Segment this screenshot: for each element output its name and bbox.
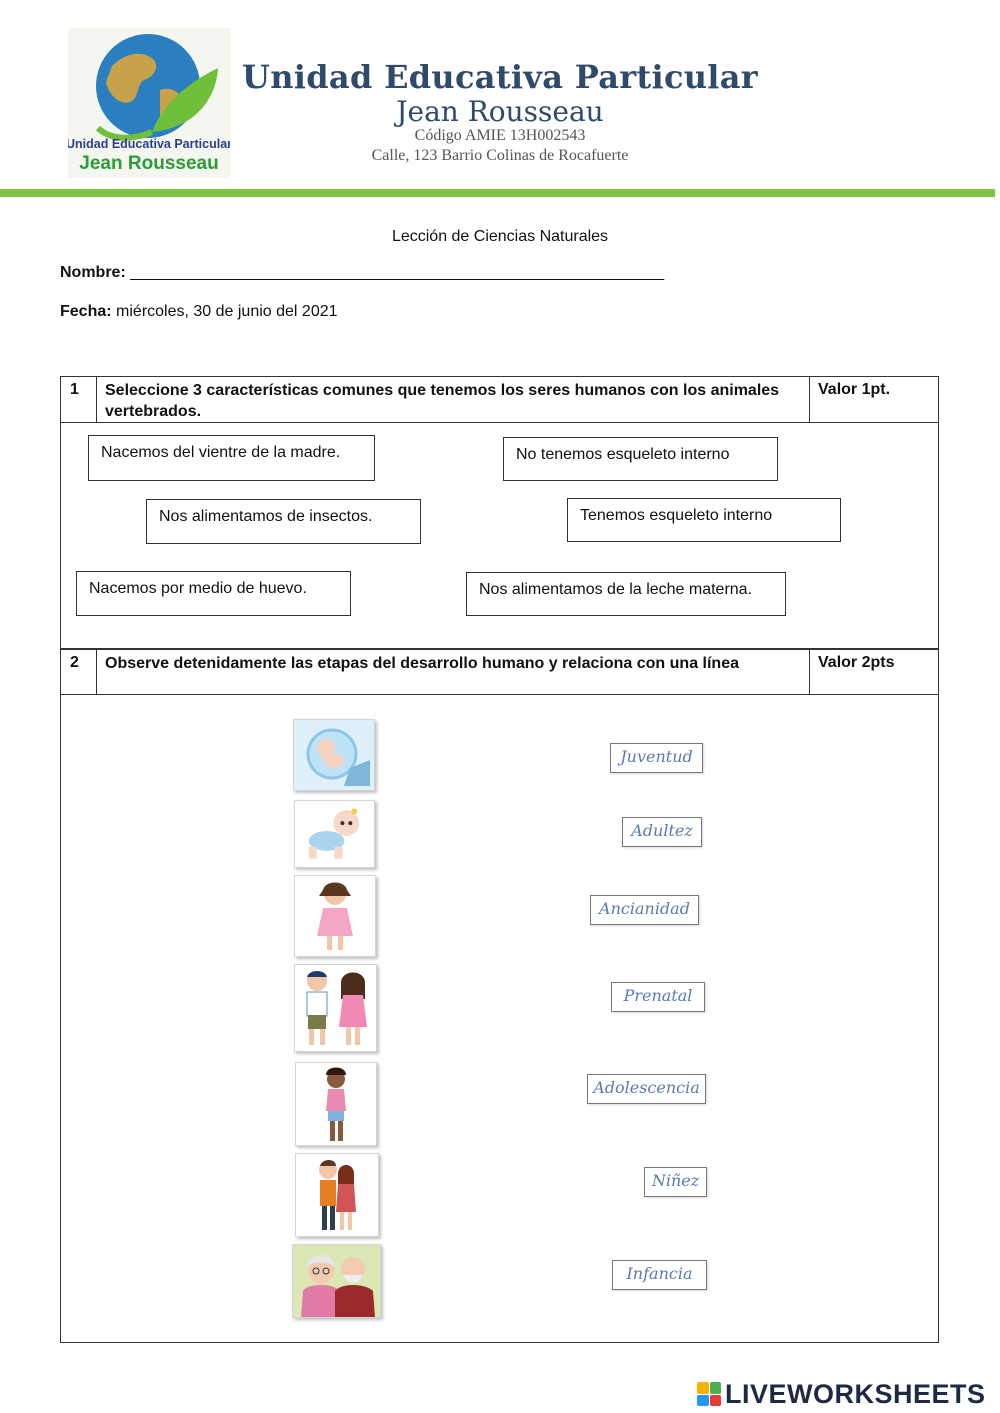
option-box[interactable]: No tenemos esqueleto interno [503, 437, 778, 481]
stage-label[interactable]: Adultez [622, 817, 702, 847]
school-logo [68, 28, 230, 178]
nombre-label: Nombre: [60, 264, 126, 281]
nombre-row [60, 264, 664, 282]
little-girl-icon[interactable] [294, 875, 376, 957]
fecha-row [60, 303, 338, 321]
stage-label[interactable]: Prenatal [611, 982, 705, 1012]
question-1-number: 1 [70, 381, 79, 398]
option-box[interactable]: Nos alimentamos de insectos. [146, 499, 421, 544]
lw-icon-l [697, 1382, 709, 1394]
fecha-label: Fecha: [60, 303, 112, 320]
stage-label[interactable]: Adolescencia [587, 1074, 706, 1104]
prenatal-baby-icon[interactable] [293, 719, 375, 791]
liveworksheets-logo [697, 1377, 986, 1411]
question-2-text: Observe detenidamente las etapas del desarrollo humano y relaciona con una línea [105, 655, 739, 672]
teen-girl-icon[interactable] [295, 1062, 377, 1146]
lw-icon-i [710, 1382, 722, 1394]
liveworksheets-icon [697, 1382, 721, 1406]
question-2-number: 2 [70, 654, 79, 671]
fecha-value: miércoles, 30 de junio del 2021 [116, 303, 338, 320]
option-box[interactable]: Tenemos esqueleto interno [567, 498, 841, 542]
question-1-header [60, 376, 939, 423]
logo-text-line2: Jean Rousseau [79, 153, 219, 174]
stage-label[interactable]: Juventud [610, 743, 703, 773]
school-name-line1: Unidad Educativa Particular [242, 58, 758, 96]
school-code: Código AMIE 13H002543 [414, 127, 586, 144]
option-box[interactable]: Nos alimentamos de la leche materna. [466, 572, 786, 616]
logo-text-line1: Unidad Educativa Particular [68, 137, 230, 151]
elderly-couple-icon[interactable] [292, 1244, 381, 1318]
crawling-baby-icon[interactable] [294, 800, 375, 868]
boy-and-girl-icon[interactable] [294, 964, 377, 1052]
lw-icon-e [710, 1395, 722, 1407]
stage-label[interactable]: Ancianidad [590, 895, 699, 925]
lw-icon-v [697, 1395, 709, 1407]
question-1-text: Seleccione 3 características comunes que tenemos los seres humanos con los animales vertebrados. [105, 382, 780, 420]
liveworksheets-brand: LIVEWORKSHEETS [725, 1378, 986, 1409]
school-name-line2: Jean Rousseau [396, 95, 604, 128]
header-divider [0, 189, 995, 197]
option-box[interactable]: Nacemos del vientre de la madre. [88, 435, 375, 481]
school-address: Calle, 123 Barrio Colinas de Rocafuerte [371, 147, 629, 164]
option-box[interactable]: Nacemos por medio de huevo. [76, 571, 351, 616]
question-2-value: Valor 2pts [818, 654, 895, 671]
question-2-body [60, 694, 939, 1343]
question-1-value: Valor 1pt. [818, 381, 891, 398]
question-2-header [60, 649, 939, 695]
stage-label[interactable]: Infancia [612, 1260, 707, 1290]
nombre-blank[interactable]: ____________________________________________________________ [130, 264, 665, 281]
question-1-body [60, 422, 939, 649]
adult-couple-icon[interactable] [295, 1153, 379, 1237]
stage-label[interactable]: Niñez [644, 1167, 707, 1197]
lesson-title: Lección de Ciencias Naturales [391, 228, 609, 245]
